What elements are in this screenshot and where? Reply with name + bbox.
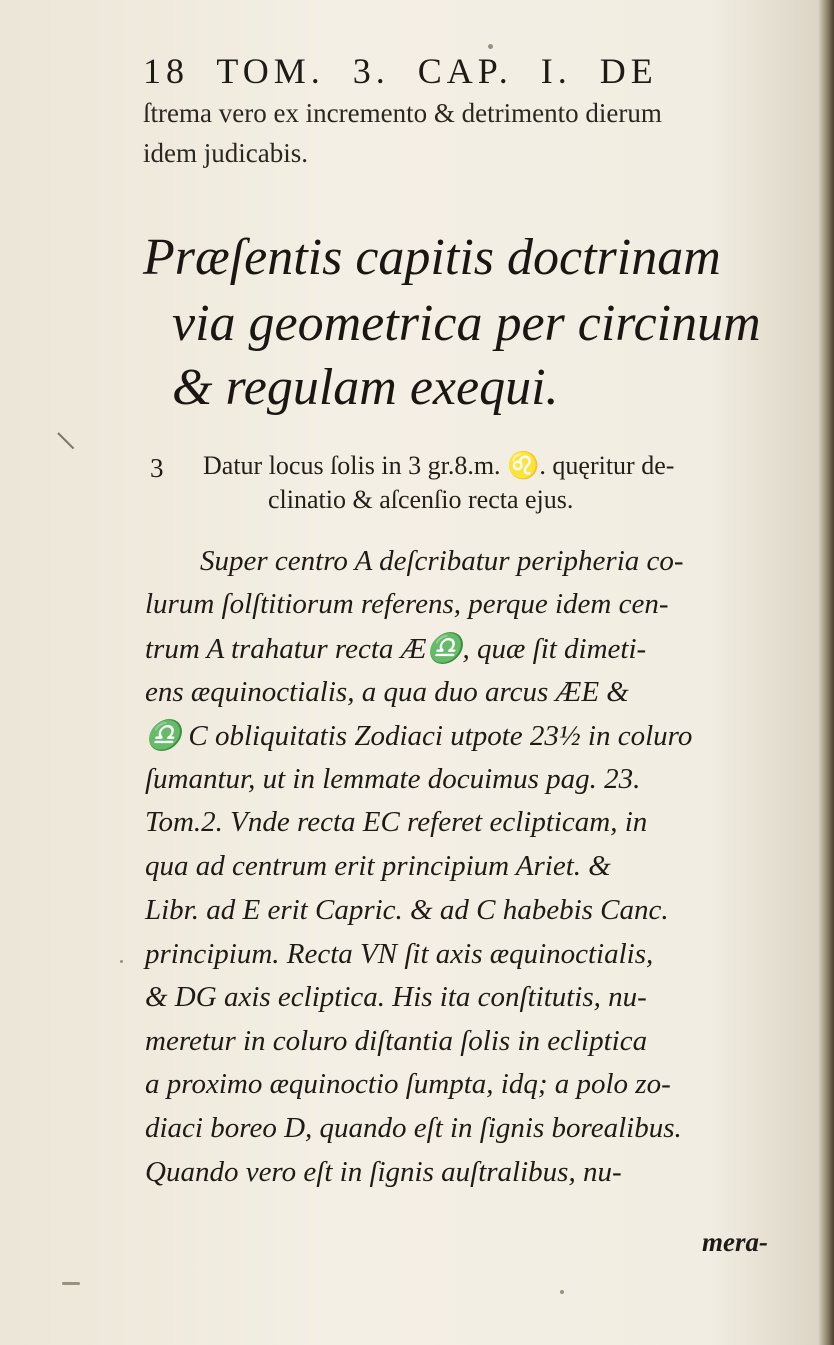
proposition-line: Datur locus ſolis in 3 gr.8.m. ♌. quęritur de- — [203, 451, 675, 480]
section-title-line: via geometrica per circinum — [172, 295, 761, 352]
paper-speck — [488, 44, 493, 49]
body-line: ♎ C obliquitatis Zodiaci utpote 23½ in coluro — [145, 720, 693, 752]
body-line: Libr. ad E erit Capric. & ad C habebis Canc. — [145, 894, 669, 926]
body-line: principium. Recta VN ſit axis æquinoctialis, — [145, 938, 654, 970]
body-line: ens æquinoctialis, a qua duo arcus ÆE & — [145, 676, 629, 708]
body-line: Quando vero eſt in ſignis auſtralibus, nu- — [145, 1156, 622, 1188]
header-tom-number: 3. — [352, 51, 390, 91]
paper-speck — [62, 1282, 80, 1285]
intro-line: ſtrema vero ex incremento & detrimento dierum — [143, 98, 662, 128]
page-number: 18 — [143, 51, 189, 91]
header-de: DE — [599, 51, 658, 91]
section-title-line: & regulam exequi. — [172, 359, 559, 416]
body-line: & DG axis ecliptica. His ita conſtitutis, nu- — [145, 981, 647, 1013]
body-line: a proximo æquinoctio ſumpta, idq; a polo zo- — [145, 1068, 671, 1100]
running-header — [143, 50, 783, 96]
paper-speck — [560, 1290, 564, 1294]
page-edge-shadow — [818, 0, 834, 1345]
body-line: Super centro A deſcribatur peripheria co- — [200, 545, 684, 577]
header-tom: TOM. — [216, 51, 325, 91]
body-line: lurum ſolſtitiorum referens, perque idem cen- — [145, 588, 669, 620]
body-line: trum A trahatur recta Æ♎, quæ ſit dimeti- — [145, 633, 647, 665]
section-title-line: Præſentis capitis doctrinam — [143, 229, 721, 286]
body-line: diaci boreo D, quando eſt in ſignis borealibus. — [145, 1112, 682, 1144]
proposition-line: clinatio & aſcenſio recta ejus. — [268, 485, 574, 514]
paper-speck — [120, 960, 123, 963]
catchword: mera- — [702, 1227, 768, 1257]
header-cap-number: I. — [540, 51, 572, 91]
body-line: Tom.2. Vnde recta EC referet eclipticam, in — [145, 806, 648, 838]
proposition-number: 3 — [150, 453, 164, 483]
body-line: meretur in coluro diſtantia ſolis in ecliptica — [145, 1025, 648, 1057]
intro-line: idem judicabis. — [143, 138, 308, 168]
header-cap: CAP. — [417, 51, 513, 91]
body-line: qua ad centrum erit principium Ariet. & — [145, 850, 611, 882]
body-line: ſumantur, ut in lemmate docuimus pag. 23. — [145, 763, 641, 795]
